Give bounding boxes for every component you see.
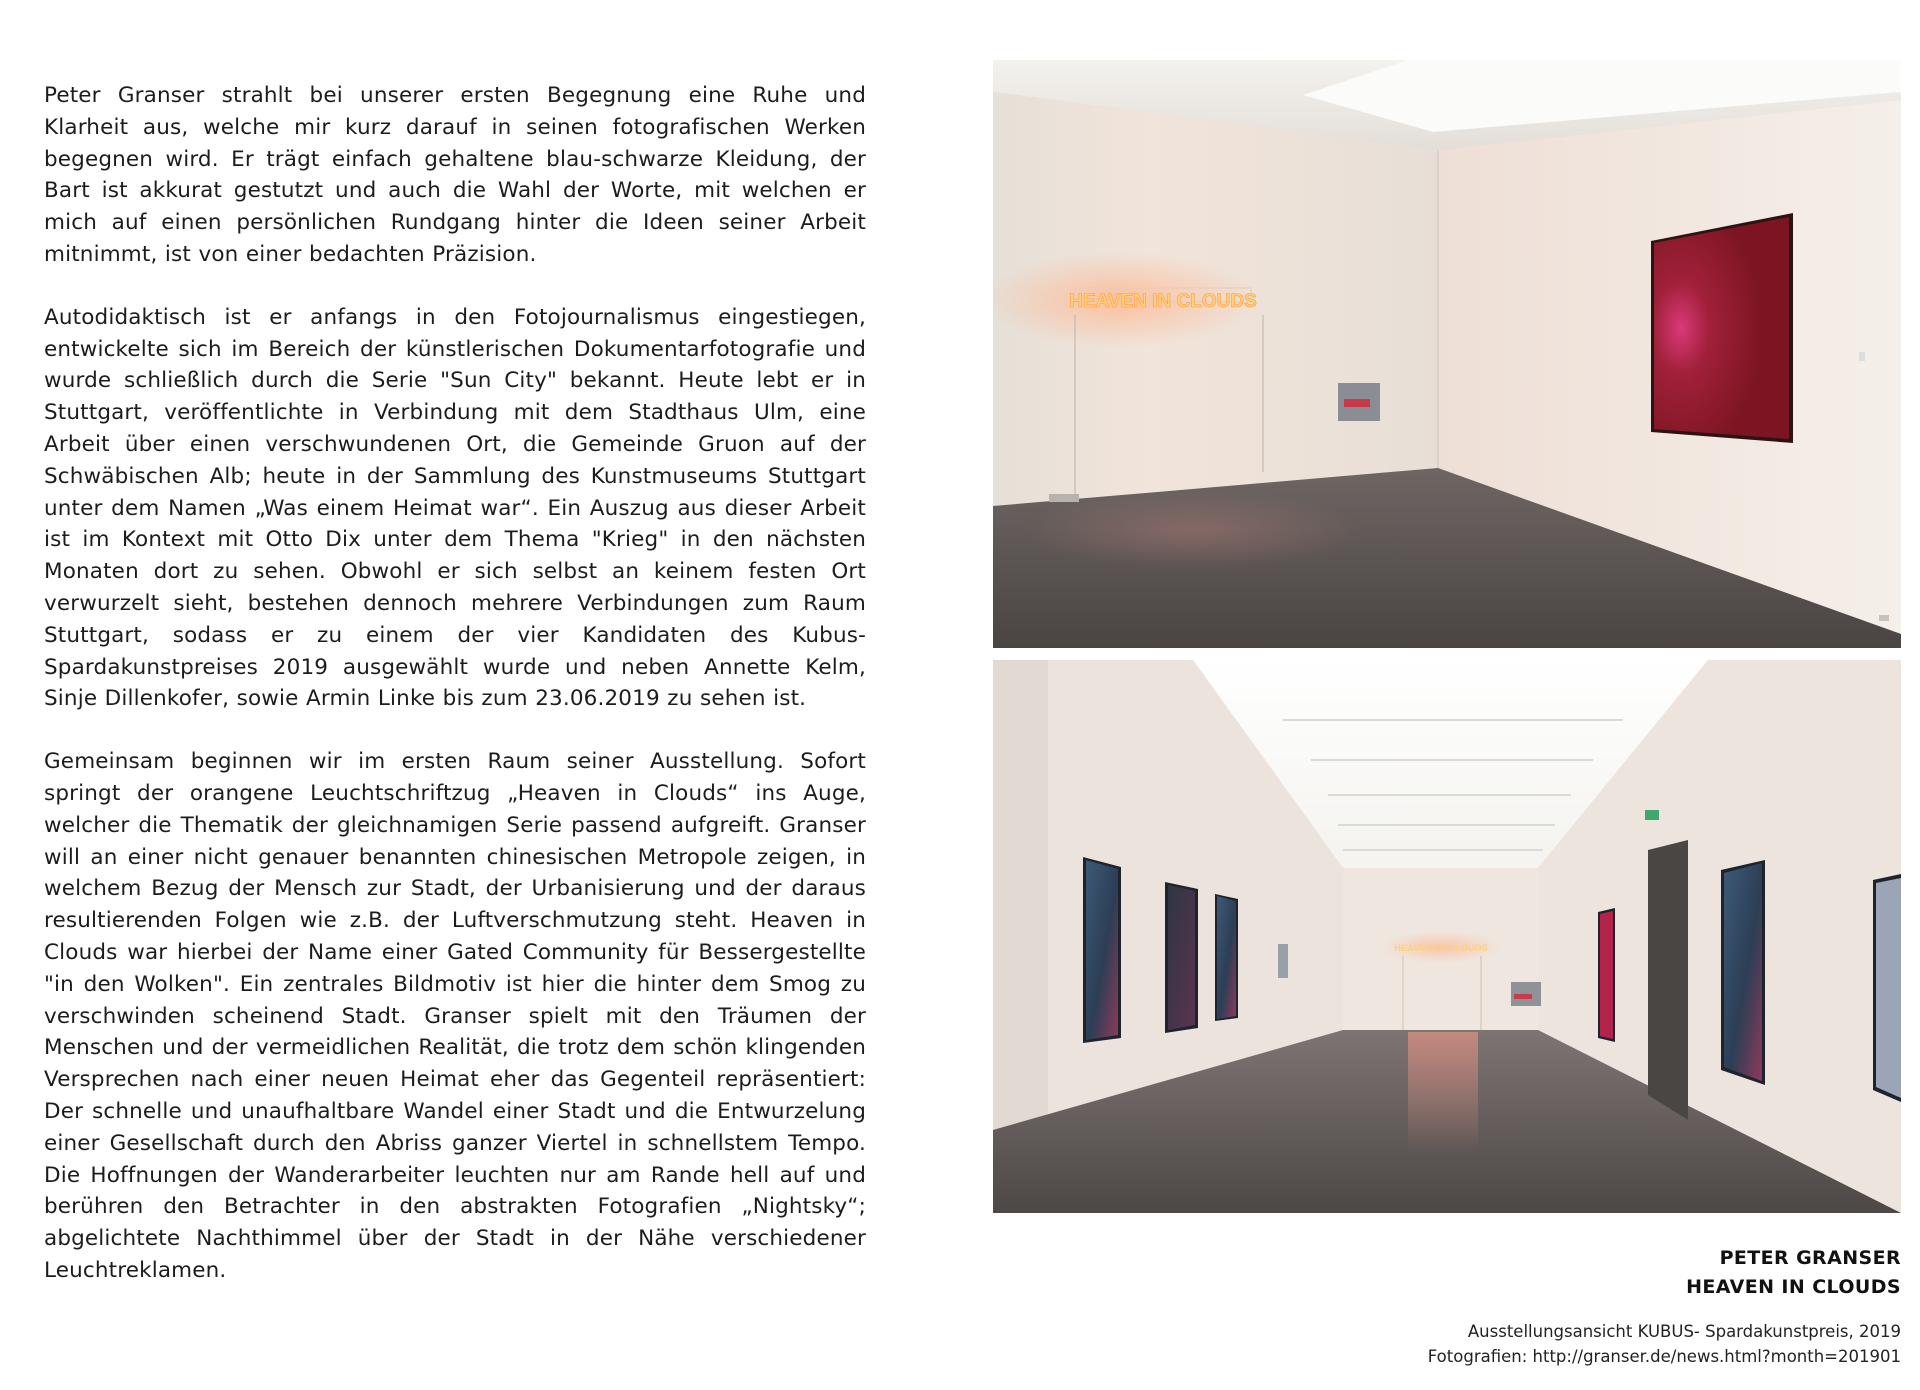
neon-sign-bottom: HEAVEN IN CLOUDS	[1394, 943, 1488, 954]
photo-caption	[1428, 1244, 1901, 1369]
paragraph-biography: Autodidaktisch ist er anfangs in den Fotojournalismus eingestiegen, entwickelte sich im Bereich der künstlerischen Dokumentarfotografie und wurde schließlich durch die Serie "Sun City" bekannt. Heute lebt er in Stuttgart, veröffentlichte in Verbindung mit dem Stadthaus Ulm, eine Arbeit über einen verschwundenen Ort, die Gemeinde Gruon auf der Schwäbischen Alb; heute in der Sammlung des Kunstmuseums Stuttgart unter dem Namen „Was einem Heimat war“. Ein Auszug aus dieser Arbeit ist im Kontext mit Otto Dix unter dem Thema "Krieg" in den nächsten Monaten dort zu sehen. Obwohl er sich selbst an keinem festen Ort verwurzelt sieht, bestehen dennoch mehrere Verbindungen zum Raum Stuttgart, sodass er zu einem der vier Kandidaten des Kubus-Spardakunstpreises 2019 ausgewählt wurde und neben Annette Kelm, Sinje Dillenkofer, sowie Armin Linke bis zum 23.06.2019 zu sehen ist.	[44, 304, 866, 712]
caption-title: HEAVEN IN CLOUDS	[1686, 1276, 1901, 1298]
caption-photo-credit: Fotografien: http://granser.de/news.html?month=201901	[1427, 1347, 1901, 1366]
article-body	[44, 80, 866, 1318]
paragraph-exhibition: Gemeinsam beginnen wir im ersten Raum seiner Ausstellung. Sofort springt der orangene Leuchtschriftzug „Heaven in Clouds“ ins Auge, welcher die Thematik der gleichnamigen Serie passend aufgreift. Granser will an einer nicht genauer benannten chinesischen Metropole zeigen, in welchem Bezug der Mensch zur Stadt, der Urbanisierung und der daraus resultierenden Folgen wie z.B. der Luftverschmutzung steht. Heaven in Clouds war hierbei der Name einer Gated Community für Bessergestellte "in den Wolken". Ein zentrales Bildmotiv ist hier die hinter dem Smog zu verschwinden scheinend Stadt. Granser spielt mit den Träumen der Menschen und der vermeidlichen Realität, die trotz dem schön klingenden Versprechen nach einer neuen Heimat eher das Gegenteil repräsentiert: Der schnelle und unaufhaltbare Wandel einer Stadt und die Entwurzelung einer Gesellschaft durch den Abriss ganzer Viertel in schnellstem Tempo. Die Hoffnungen der Wanderarbeiter leuchten nur am Rande hell auf und berühren den Betrachter in den abstrakten Fotografien „Nightsky“; abgelichtete Nachthimmel über der Stadt in der Nähe verschiedener Leuchtreklamen.	[44, 749, 866, 1283]
exhibition-photo-bottom	[993, 660, 1901, 1213]
caption-artist: PETER GRANSER	[1719, 1247, 1901, 1269]
caption-exhibition-view: Ausstellungsansicht KUBUS- Spardakunstpreis, 2019	[1467, 1322, 1901, 1341]
exhibition-photo-top	[993, 60, 1901, 648]
paragraph-intro: Peter Granser strahlt bei unserer ersten Begegnung eine Ruhe und Klarheit aus, welche mir kurz darauf in seinen fotografischen Werken begegnen wird. Er trägt einfach gehaltene blau-schwarze Kleidung, der Bart ist akkurat gestutzt und auch die Wahl der Worte, mit welchen er mich auf einen persönlichen Rundgang hinter die Ideen seiner Arbeit mitnimmt, ist von einer bedachten Präzision.	[44, 83, 866, 267]
neon-sign-top: HEAVEN IN CLOUDS	[1069, 291, 1257, 312]
